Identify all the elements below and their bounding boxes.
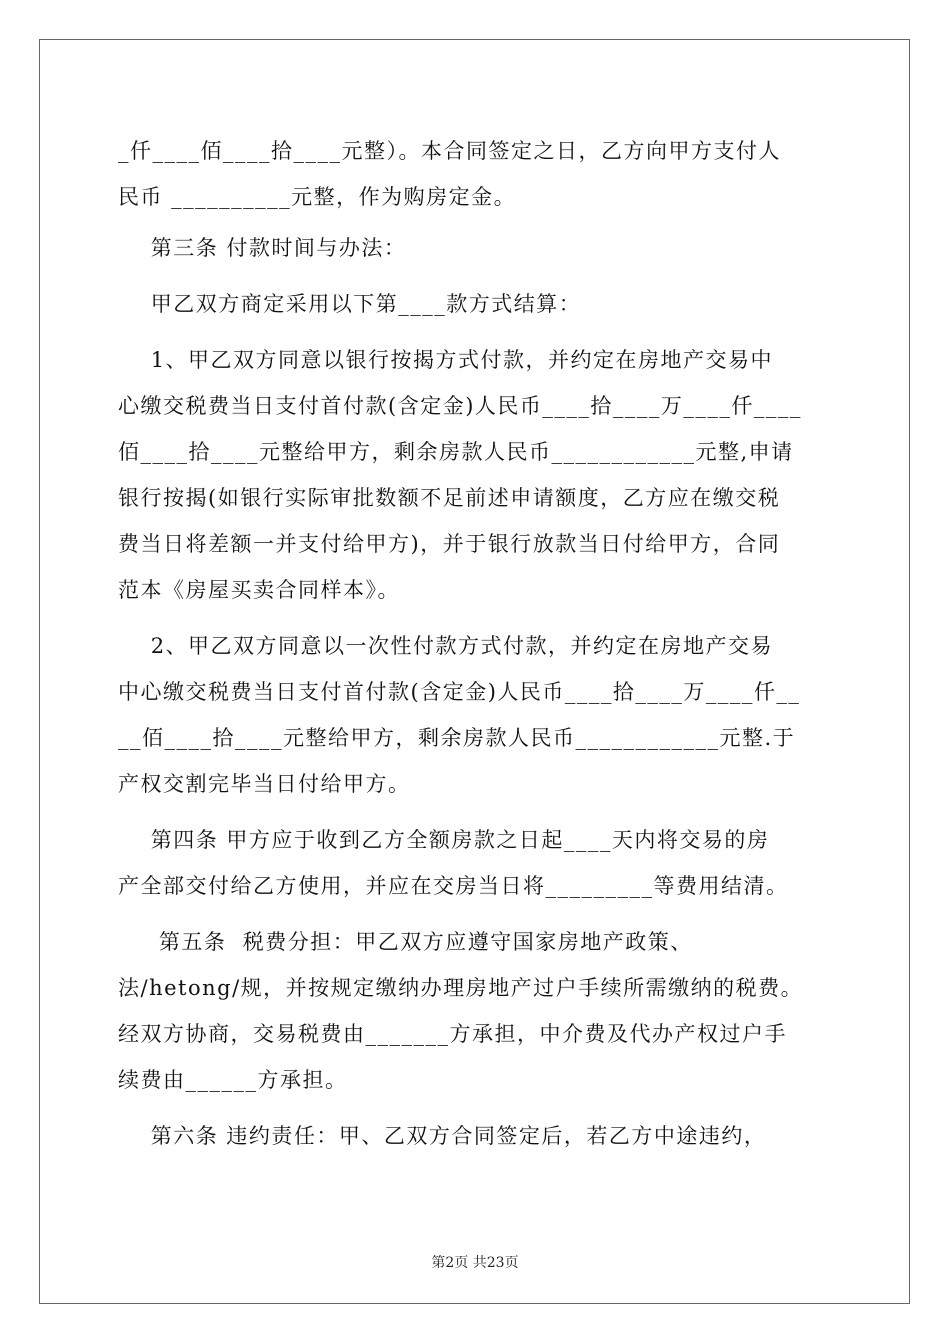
document-body xyxy=(118,128,838,1159)
para-option-2 xyxy=(118,623,838,807)
text-line: 经双方协商，交易税费由_______方承担，中介费及代办产权过户手 xyxy=(118,1022,787,1046)
text-line: 佰____拾____元整给甲方，剩余房款人民币____________元整,申请 xyxy=(118,440,794,464)
para-article-3-heading xyxy=(118,225,838,271)
text-line: 产权交割完毕当日付给甲方。 xyxy=(118,772,411,796)
text-line: 范本《房屋买卖合同样本》。 xyxy=(118,578,400,602)
text-line: 甲乙双方商定采用以下第____款方式结算： xyxy=(118,292,582,316)
page-number-footer: 第2页 共23页 xyxy=(431,1255,519,1271)
text-line: 产全部交付给乙方使用，并应在交房当日将_________等费用结清。 xyxy=(118,874,789,898)
text-line: 第五条 税费分担：甲乙双方应遵守国家房地产政策、 xyxy=(118,930,693,954)
text-line: 心缴交税费当日支付首付款(含定金)人民币____拾____万____仟____ xyxy=(118,394,802,418)
para-payment-method xyxy=(118,281,838,327)
text-line: __佰____拾____元整给甲方，剩余房款人民币____________元整.于 xyxy=(118,726,796,750)
para-article-4 xyxy=(118,817,838,909)
text-line: 第三条 付款时间与办法： xyxy=(118,236,407,260)
text-line: 1、甲乙双方同意以银行按揭方式付款，并约定在房地产交易中 xyxy=(118,348,774,372)
para-article-6 xyxy=(118,1113,838,1159)
text-line: 中心缴交税费当日支付首付款(含定金)人民币____拾____万____仟__ xyxy=(118,680,801,704)
text-line: 银行按揭(如银行实际审批数额不足前述申请额度，乙方应在缴交税 xyxy=(118,486,781,510)
text-line: 民币 __________元整，作为购房定金。 xyxy=(118,185,517,209)
text-line: 第四条 甲方应于收到乙方全额房款之日起____天内将交易的房 xyxy=(118,828,770,852)
text-line: 法/hetong/规，并按规定缴纳办理房地产过户手续所需缴纳的税费。 xyxy=(118,976,804,1000)
para-article-5 xyxy=(118,919,838,1103)
text-line: _仟____佰____拾____元整）。本合同签定之日，乙方向甲方支付人 xyxy=(118,139,781,163)
para-option-1 xyxy=(118,337,838,613)
text-line: 2、甲乙双方同意以一次性付款方式付款，并约定在房地产交易 xyxy=(118,634,774,658)
text-line: 费当日将差额一并支付给甲方)，并于银行放款当日付给甲方，合同 xyxy=(118,532,781,556)
text-line: 续费由______方承担。 xyxy=(118,1068,348,1092)
para-payment-continued xyxy=(118,128,838,220)
text-line: 第六条 违约责任：甲、乙双方合同签定后，若乙方中途违约， xyxy=(118,1124,767,1148)
